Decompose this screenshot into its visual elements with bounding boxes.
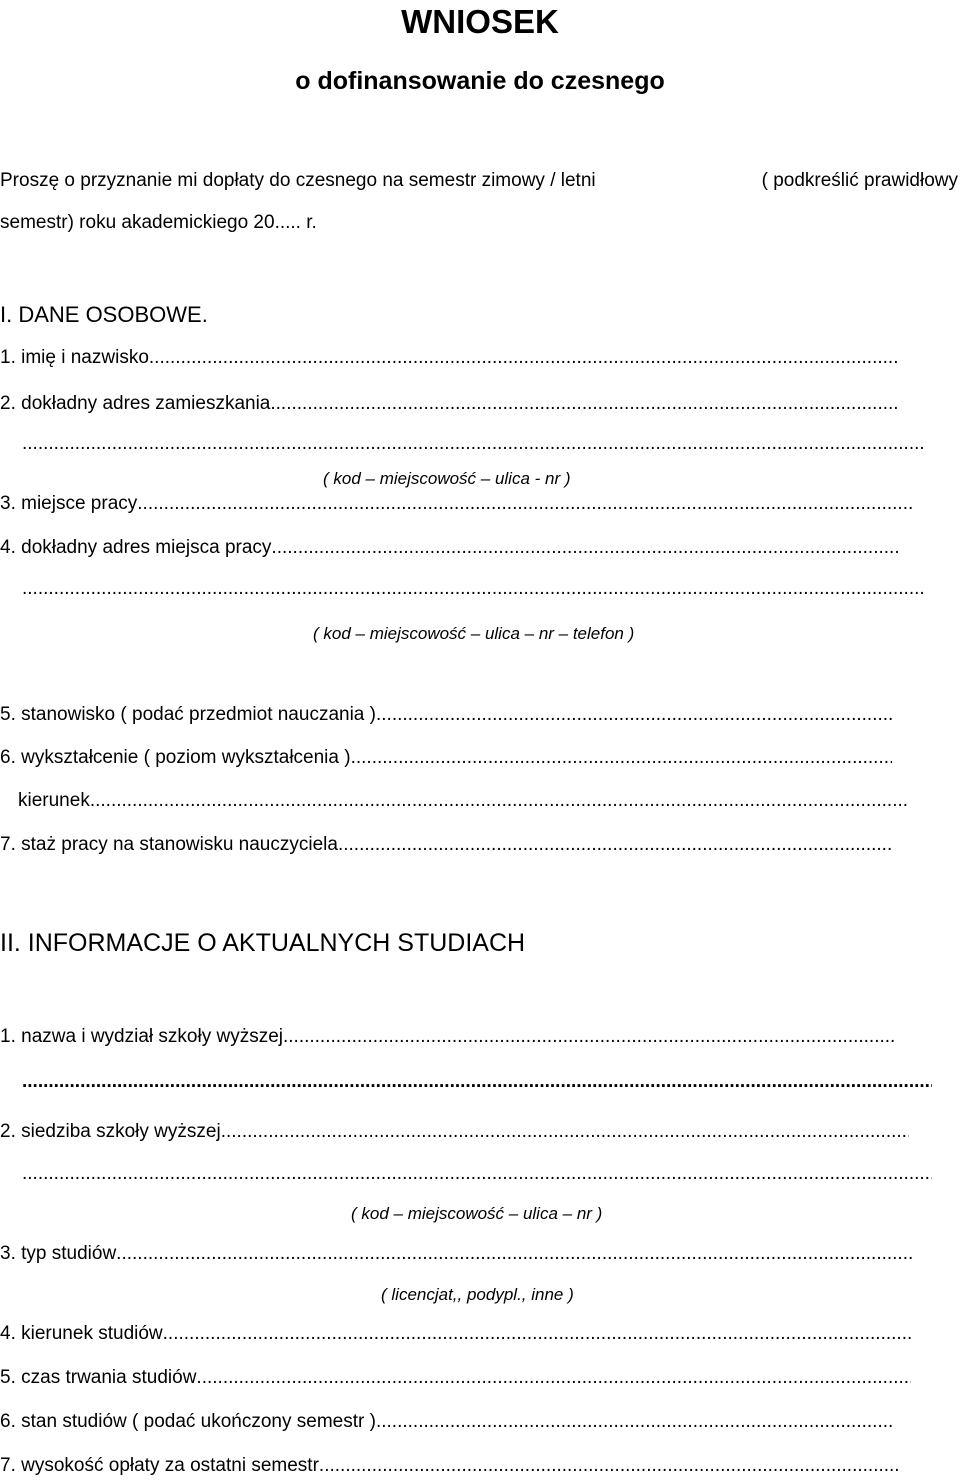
- field-name-dots: [149, 346, 900, 370]
- field-duration-label: 5. czas trwania studiów: [0, 1367, 197, 1388]
- page-subtitle: o dofinansowanie do czesnego: [295, 67, 665, 95]
- field-school-seat-label: 2. siedziba szkoły wyższej: [0, 1121, 221, 1142]
- intro-underline-hint: ( podkreślić prawidłowy: [761, 170, 958, 191]
- field-school-name-cont-dots: [22, 1070, 932, 1094]
- field-fee-label: 7. wysokość opłaty za ostatni semestr: [0, 1455, 319, 1476]
- field-school-name[interactable]: [0, 1025, 895, 1049]
- field-workplace-dots: [137, 492, 913, 516]
- field-work-address-label: 4. dokładny adres miejsca pracy: [0, 537, 272, 558]
- address-note: ( kod – miejscowość – ulica - nr ): [323, 469, 571, 488]
- study-type-note: ( licencjat,, podypl., inne ): [381, 1285, 574, 1304]
- field-seniority[interactable]: [0, 833, 893, 857]
- field-education-label: 6. wykształcenie ( poziom wykształcenia ): [0, 747, 351, 768]
- field-work-address-dots: [271, 536, 899, 560]
- field-direction[interactable]: [18, 789, 908, 813]
- field-field-dots: [163, 1322, 913, 1346]
- field-duration-dots: [196, 1366, 911, 1390]
- field-address-label: 2. dokładny adres zamieszkania: [0, 393, 271, 414]
- field-school-name-label: 1. nazwa i wydział szkoły wyższej: [0, 1026, 283, 1047]
- field-study-type-label: 3. typ studiów: [0, 1243, 117, 1264]
- field-address[interactable]: [0, 392, 899, 416]
- field-education-dots: [351, 746, 892, 770]
- field-education[interactable]: [0, 746, 892, 770]
- field-school-name-cont[interactable]: [22, 1070, 932, 1094]
- field-study-type[interactable]: [0, 1242, 914, 1266]
- field-position[interactable]: [0, 703, 892, 727]
- field-work-address[interactable]: [0, 536, 899, 560]
- field-school-seat-cont-dots: [22, 1162, 932, 1186]
- field-status-label: 6. stan studiów ( podać ukończony semestr ): [0, 1411, 376, 1432]
- school-seat-note: ( kod – miejscowość – ulica – nr ): [351, 1204, 603, 1223]
- field-name-label: 1. imię i nazwisko: [0, 347, 149, 368]
- field-field[interactable]: [0, 1322, 913, 1346]
- field-seniority-dots: [338, 833, 893, 857]
- intro-request-text: Proszę o przyznanie mi dopłaty do czesnego na semestr zimowy / letni: [0, 170, 596, 191]
- field-seniority-label: 7. staż pracy na stanowisku nauczyciela: [0, 834, 338, 855]
- field-fee[interactable]: [0, 1454, 899, 1478]
- field-position-dots: [376, 703, 892, 727]
- section-2-heading: II. INFORMACJE O AKTUALNYCH STUDIACH: [0, 929, 526, 957]
- field-workplace[interactable]: [0, 492, 913, 516]
- field-field-label: 4. kierunek studiów: [0, 1323, 163, 1344]
- field-school-seat-dots: [221, 1120, 909, 1144]
- field-workplace-label: 3. miejsce pracy: [0, 493, 138, 514]
- field-position-label: 5. stanowisko ( podać przedmiot nauczania ): [0, 704, 376, 725]
- field-work-address-cont[interactable]: [22, 577, 926, 601]
- field-duration[interactable]: [0, 1366, 911, 1390]
- field-direction-dots: [90, 789, 908, 813]
- field-fee-dots: [319, 1454, 899, 1478]
- field-address-dots: [270, 392, 899, 416]
- field-name[interactable]: [0, 346, 900, 370]
- field-status[interactable]: [0, 1410, 892, 1434]
- intro-line-2: semestr) roku akademickiego 20..... r.: [0, 212, 317, 233]
- field-work-address-cont-dots: [22, 577, 926, 601]
- field-study-type-dots: [116, 1242, 914, 1266]
- section-1-heading: I. DANE OSOBOWE.: [0, 302, 208, 327]
- field-address-cont-dots: [22, 432, 926, 456]
- field-school-seat[interactable]: [0, 1120, 909, 1144]
- field-school-name-dots: [283, 1025, 895, 1049]
- field-status-dots: [376, 1410, 892, 1434]
- field-address-cont[interactable]: [22, 432, 926, 456]
- page-title: WNIOSEK: [401, 3, 559, 40]
- intro-line-1: [0, 169, 960, 193]
- field-school-seat-cont[interactable]: [22, 1162, 932, 1186]
- field-direction-label: kierunek: [18, 790, 90, 811]
- work-address-note: ( kod – miejscowość – ulica – nr – telefon ): [313, 624, 635, 643]
